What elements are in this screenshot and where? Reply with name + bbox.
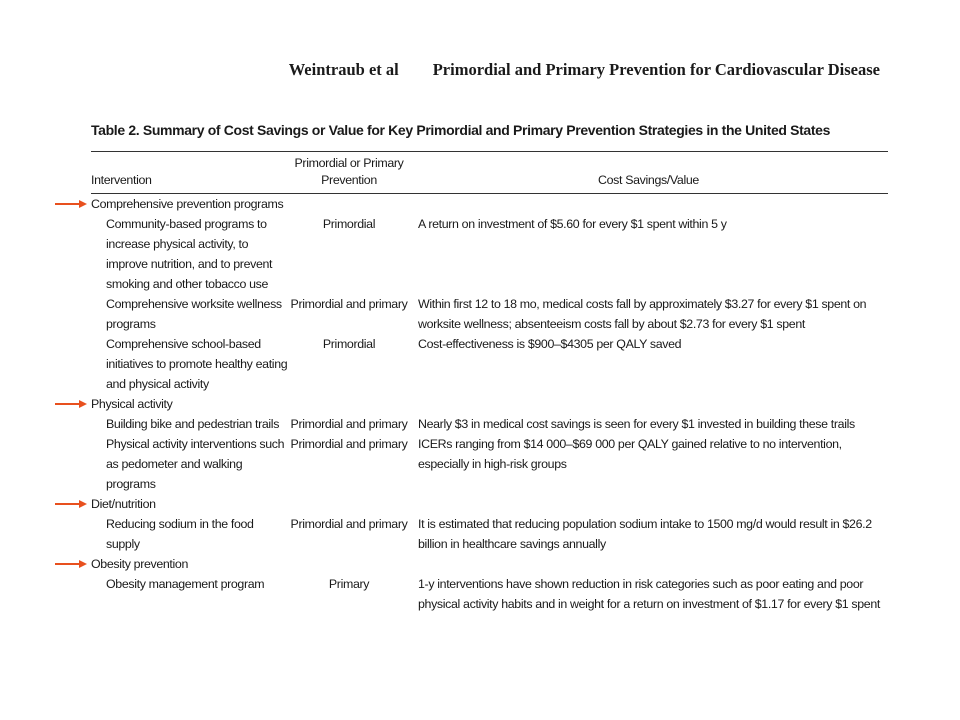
cost-cell: It is estimated that reducing population sodium intake to 1500 mg/d would result in $26.2 billion in healthcare savings annually: [418, 517, 872, 551]
cost-savings-table: [91, 151, 888, 614]
category-label: Diet/nutrition: [91, 497, 156, 511]
prevention-cell: Primordial and primary: [290, 437, 408, 451]
table-row: [91, 434, 888, 494]
category-label: Comprehensive prevention programs: [91, 197, 284, 211]
table-row: [91, 574, 888, 614]
prevention-cell: Primordial and primary: [290, 517, 408, 531]
prevention-cell: Primordial: [322, 337, 376, 351]
cost-cell: ICERs ranging from $14 000–$69 000 per QALY gained relative to no intervention, especially in high-risk groups: [418, 437, 842, 471]
table-row: [91, 334, 888, 394]
column-header-prevention: Primordial or Primary Prevention: [289, 152, 409, 194]
prevention-cell: Primordial and primary: [290, 417, 408, 431]
category-row: [91, 494, 888, 514]
prevention-cell: Primary: [328, 577, 370, 591]
intervention-cell: Community-based programs to increase physical activity, to improve nutrition, and to prevent smoking and other tobacco use: [106, 217, 273, 291]
cost-cell: Nearly $3 in medical cost savings is seen for every $1 invested in building these trails: [418, 417, 855, 431]
intervention-cell: Comprehensive school-based initiatives to promote healthy eating and physical activity: [106, 337, 288, 391]
right-arrow-icon: [55, 199, 87, 209]
prevention-cell: Primordial: [322, 217, 376, 231]
intervention-cell: Physical activity interventions such as pedometer and walking programs: [106, 437, 285, 491]
right-arrow-icon: [55, 499, 87, 509]
table-caption: Table 2. Summary of Cost Savings or Value for Key Primordial and Primary Prevention Strategies in the United States: [91, 122, 831, 138]
category-row: [91, 554, 888, 574]
category-label: Physical activity: [91, 397, 173, 411]
intervention-cell: Comprehensive worksite wellness programs: [106, 297, 282, 331]
intervention-cell: Reducing sodium in the food supply: [106, 517, 254, 551]
right-arrow-icon: [55, 399, 87, 409]
right-arrow-icon: [55, 559, 87, 569]
intervention-cell: Obesity management program: [106, 577, 265, 591]
running-head: [0, 60, 880, 80]
table-row: [91, 414, 888, 434]
running-head-authors: Weintraub et al: [288, 60, 399, 79]
cost-cell: Within first 12 to 18 mo, medical costs fall by approximately $3.27 for every $1 spent on worksite wellness; absenteeism costs fall by about $2.73 for every $1 spent: [418, 297, 867, 331]
table-header-row: [91, 152, 888, 194]
category-row: [91, 194, 888, 215]
cost-cell: Cost-effectiveness is $900–$4305 per QALY saved: [418, 337, 682, 351]
intervention-cell: Building bike and pedestrian trails: [106, 417, 280, 431]
table-row: [91, 294, 888, 334]
table-row: [91, 214, 888, 294]
running-head-title: Primordial and Primary Prevention for Cardiovascular Disease: [432, 60, 880, 79]
cost-cell: 1-y interventions have shown reduction in risk categories such as poor eating and poor physical activity habits and in weight for a return on investment of $1.17 for every $1 spent: [418, 577, 880, 611]
category-row: [91, 394, 888, 414]
category-label: Obesity prevention: [91, 557, 189, 571]
column-header-cost: Cost Savings/Value: [409, 152, 888, 194]
column-header-intervention: Intervention: [91, 152, 289, 194]
prevention-cell: Primordial and primary: [290, 297, 408, 311]
table-row: [91, 514, 888, 554]
cost-cell: A return on investment of $5.60 for every $1 spent within 5 y: [418, 217, 727, 231]
